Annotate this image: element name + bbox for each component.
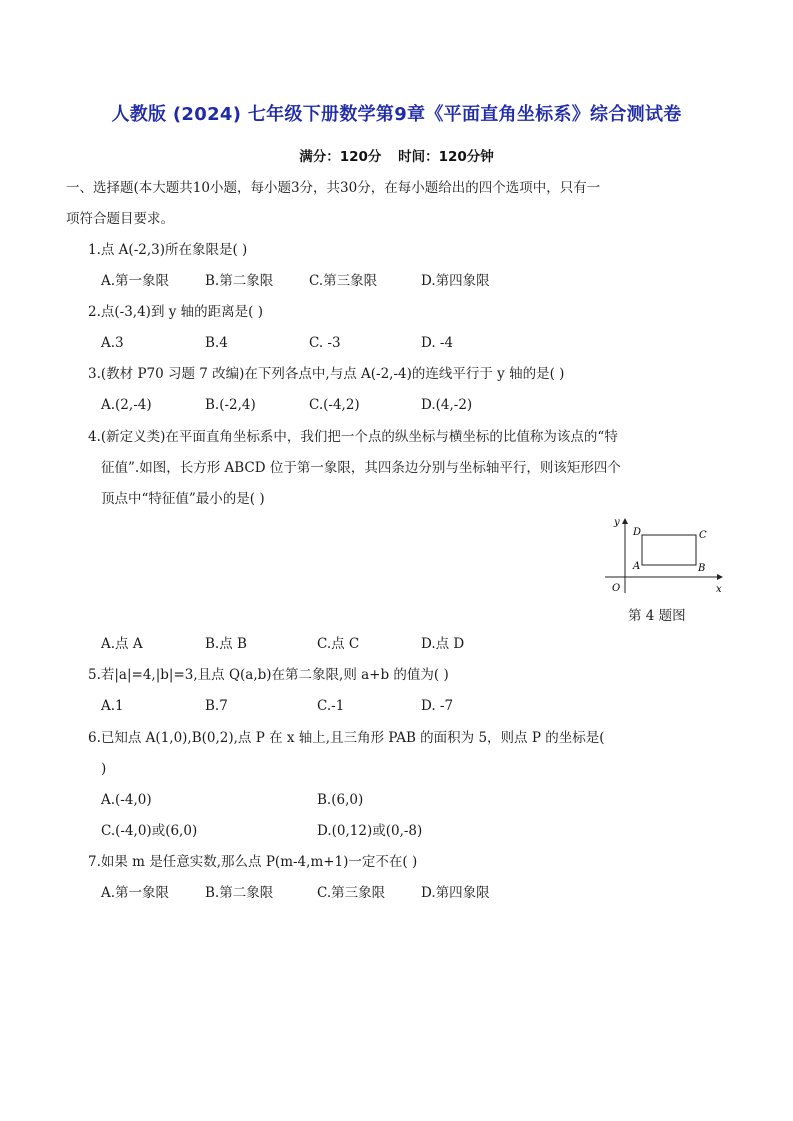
q4-option-a[interactable]: A.点 A [101,636,143,652]
exam-info [0,145,793,165]
exam-time: 时间：120分钟 [398,149,494,165]
question-5: 5.若|a|=4,|b|=3,且点 Q(a,b)在第二象限,则 a+b 的值为( ) [88,667,449,683]
question-6-line1: 6.已知点 A(1,0),B(0,2),点 P 在 x 轴上,且三角形 PAB 的面积为 5，则点 P 的坐标是( [88,730,605,746]
section-heading-line2: 项符合题目要求。 [66,211,174,227]
rectangle-coordinate-figure [600,515,725,597]
q6-option-b[interactable]: B.(6,0) [317,792,364,808]
point-d-label: D [633,527,642,538]
full-score: 满分：120分 [299,149,382,165]
page-title: 人教版 (2024) 七年级下册数学第9章《平面直角坐标系》综合测试卷 [111,104,682,125]
q2-option-d[interactable]: D. -4 [421,335,454,351]
y-axis-label: y [614,517,620,528]
q2-option-a[interactable]: A.3 [101,335,124,351]
q3-option-b[interactable]: B.(-2,4) [205,397,256,413]
q2-option-b[interactable]: B.4 [205,335,228,351]
q1-option-b[interactable]: B.第二象限 [205,273,274,289]
q6-option-c[interactable]: C.(-4,0)或(6,0) [101,823,198,839]
question-6-line2: ) [101,761,107,777]
question-4-line1: 4.(新定义类)在平面直角坐标系中，我们把一个点的纵坐标与横坐标的比值称为该点的“特 [88,429,618,445]
q4-option-b[interactable]: B.点 B [205,636,247,652]
q7-option-b[interactable]: B.第二象限 [205,885,274,901]
q7-option-a[interactable]: A.第一象限 [101,885,170,901]
q4-option-d[interactable]: D.点 D [421,636,465,652]
question-1: 1.点 A(-2,3)所在象限是( ) [88,242,248,258]
point-a-label: A [633,561,641,572]
rectangle-abcd [642,535,696,565]
figure-caption: 第 4 题图 [628,608,686,624]
q5-option-b[interactable]: B.7 [205,698,228,714]
q1-option-a[interactable]: A.第一象限 [101,273,170,289]
q3-option-a[interactable]: A.(2,-4) [101,397,152,413]
q4-option-c[interactable]: C.点 C [317,636,360,652]
question-4-line2: 征值”.如图，长方形 ABCD 位于第一象限，其四条边分别与坐标轴平行，则该矩形四个 [101,460,621,476]
q7-option-d[interactable]: D.第四象限 [421,885,490,901]
question-4-line3: 顶点中“特征值”最小的是( ) [101,491,265,507]
q5-option-c[interactable]: C.-1 [317,698,345,714]
point-c-label: C [699,530,707,541]
question-2: 2.点(-3,4)到 y 轴的距离是( ) [88,304,263,320]
q1-option-d[interactable]: D.第四象限 [421,273,490,289]
section-heading-line1: 一、选择题(本大题共10小题，每小题3分，共30分，在每小题给出的四个选项中，只有一 [66,180,601,196]
q2-option-c[interactable]: C. -3 [309,335,341,351]
x-axis-label: x [716,584,722,595]
q5-option-a[interactable]: A.1 [101,698,124,714]
q1-option-c[interactable]: C.第三象限 [309,273,378,289]
origin-label: O [612,583,621,594]
question-3: 3.(教材 P70 习题 7 改编)在下列各点中,与点 A(-2,-4)的连线平行于 y 轴的是( ) [88,366,565,382]
q7-option-c[interactable]: C.第三象限 [317,885,386,901]
q3-option-c[interactable]: C.(-4,2) [309,397,360,413]
q6-option-a[interactable]: A.(-4,0) [101,792,152,808]
q3-option-d[interactable]: D.(4,-2) [421,397,473,413]
point-b-label: B [698,563,706,574]
q6-option-d[interactable]: D.(0,12)或(0,-8) [317,823,423,839]
q5-option-d[interactable]: D. -7 [421,698,454,714]
question-7: 7.如果 m 是任意实数,那么点 P(m-4,m+1)一定不在( ) [88,854,418,870]
